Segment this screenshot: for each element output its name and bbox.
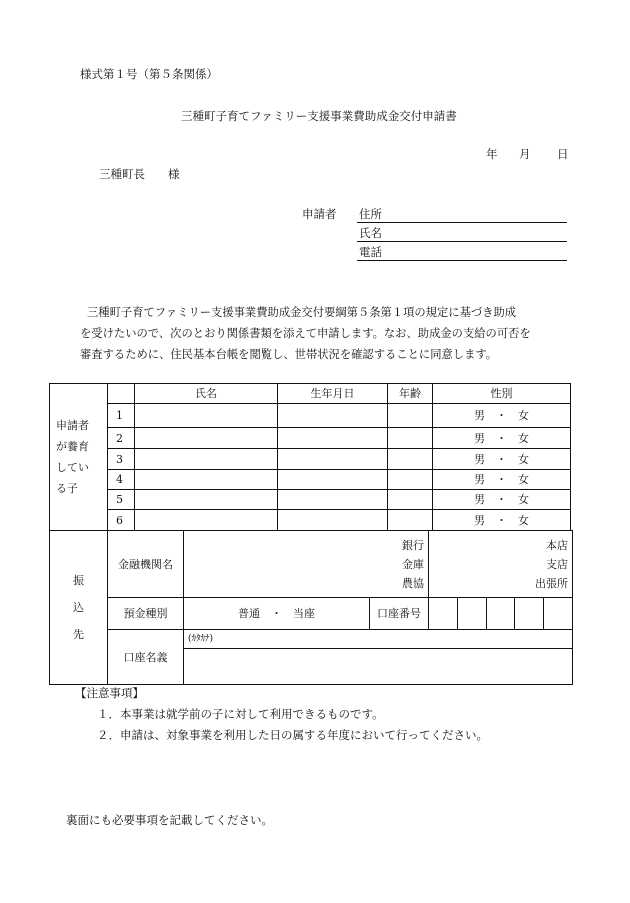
table-row (50, 510, 571, 531)
children-side-label: 申請者 が養育 してい る子 (50, 384, 108, 531)
row-number: 3 (108, 449, 135, 470)
child-age-cell[interactable] (388, 449, 433, 470)
child-age-cell[interactable] (388, 490, 433, 510)
applicant-name-label: 氏名 (359, 226, 382, 240)
child-gender-cell[interactable]: 男 ・ 女 (433, 428, 571, 449)
deposit-type-options[interactable]: 普通 ・ 当座 (184, 598, 370, 630)
child-birth-cell[interactable] (278, 449, 388, 470)
row-number: 6 (108, 510, 135, 531)
child-age-cell[interactable] (388, 428, 433, 449)
child-age-cell[interactable] (388, 510, 433, 531)
date-day-label: 日 (557, 147, 569, 161)
child-gender-cell[interactable]: 男 ・ 女 (433, 404, 571, 428)
applicant-address-label: 住所 (359, 207, 382, 221)
body-line-3: 審査するために、住民基本台帳を閲覧し、世帯状況を確認することに同意します。 (80, 348, 498, 361)
child-birth-cell[interactable] (278, 404, 388, 428)
phone-field-line[interactable] (357, 260, 567, 261)
col-header-gender: 性別 (433, 384, 571, 404)
account-digit-box[interactable] (515, 598, 544, 630)
child-gender-cell[interactable]: 男 ・ 女 (433, 470, 571, 490)
col-header-age: 年齢 (388, 384, 433, 404)
child-name-cell[interactable] (135, 449, 278, 470)
child-gender-cell[interactable]: 男 ・ 女 (433, 449, 571, 470)
bank-transfer-table (49, 530, 573, 685)
name-field-line[interactable] (357, 241, 567, 242)
account-number-label: 口座番号 (370, 598, 429, 630)
account-digit-box[interactable] (458, 598, 487, 630)
row-number: 5 (108, 490, 135, 510)
deposit-type-label: 預金種別 (108, 598, 184, 630)
transfer-side-label: 振 込 先 (50, 531, 108, 685)
child-name-cell[interactable] (135, 470, 278, 490)
addressee: 三種町長 様 (99, 167, 180, 181)
child-gender-cell[interactable]: 男 ・ 女 (433, 490, 571, 510)
note-item-1: １．本事業は就学前の子に対して利用できるものです。 (97, 707, 384, 721)
account-digit-box[interactable] (429, 598, 458, 630)
account-name-label: 口座名義 (108, 630, 184, 685)
account-digit-box[interactable] (544, 598, 573, 630)
child-birth-cell[interactable] (278, 510, 388, 531)
date-month-label: 月 (519, 147, 531, 161)
row-number: 2 (108, 428, 135, 449)
body-line-2: を受けたいので、次のとおり関係書類を添えて申請します。なお、助成金の支給の可否を (80, 327, 531, 340)
institution-name-cell[interactable]: 銀行 金庫 農協 (184, 531, 429, 598)
child-gender-cell[interactable]: 男 ・ 女 (433, 510, 571, 531)
page-title: 三種町子育てファミリー支援事業費助成金交付申請書 (181, 109, 457, 123)
kana-note: (ｶﾀｶﾅ) (184, 630, 573, 649)
date-year-label: 年 (486, 147, 498, 161)
applicant-label: 申請者 (302, 207, 337, 221)
child-name-cell[interactable] (135, 428, 278, 449)
table-row (50, 428, 571, 449)
child-birth-cell[interactable] (278, 490, 388, 510)
table-row (50, 449, 571, 470)
table-row (50, 404, 571, 428)
branch-name-cell[interactable]: 本店 支店 出張所 (429, 531, 573, 598)
row-number: 1 (108, 404, 135, 428)
account-digit-box[interactable] (487, 598, 515, 630)
table-row (50, 490, 571, 510)
body-line-1: 三種町子育てファミリー支援事業費助成金交付要綱第５条第１項の規定に基づき助成 (87, 306, 517, 319)
col-header-birth: 生年月日 (278, 384, 388, 404)
address-field-line[interactable] (357, 222, 567, 223)
account-name-input[interactable] (184, 649, 573, 685)
note-item-2: ２．申請は、対象事業を利用した日の属する年度において行ってください。 (97, 728, 488, 742)
footer-note: 裏面にも必要事項を記載してください。 (66, 813, 273, 827)
row-number: 4 (108, 470, 135, 490)
child-name-cell[interactable] (135, 510, 278, 531)
applicant-phone-label: 電話 (359, 245, 382, 259)
notes-heading: 【注意事項】 (75, 686, 144, 700)
child-name-cell[interactable] (135, 404, 278, 428)
child-birth-cell[interactable] (278, 470, 388, 490)
children-table (49, 383, 571, 531)
child-name-cell[interactable] (135, 490, 278, 510)
table-row (50, 470, 571, 490)
child-age-cell[interactable] (388, 404, 433, 428)
child-birth-cell[interactable] (278, 428, 388, 449)
child-age-cell[interactable] (388, 470, 433, 490)
col-header-name: 氏名 (135, 384, 278, 404)
institution-label: 金融機関名 (108, 531, 184, 598)
form-number: 様式第１号（第５条関係） (80, 67, 218, 81)
